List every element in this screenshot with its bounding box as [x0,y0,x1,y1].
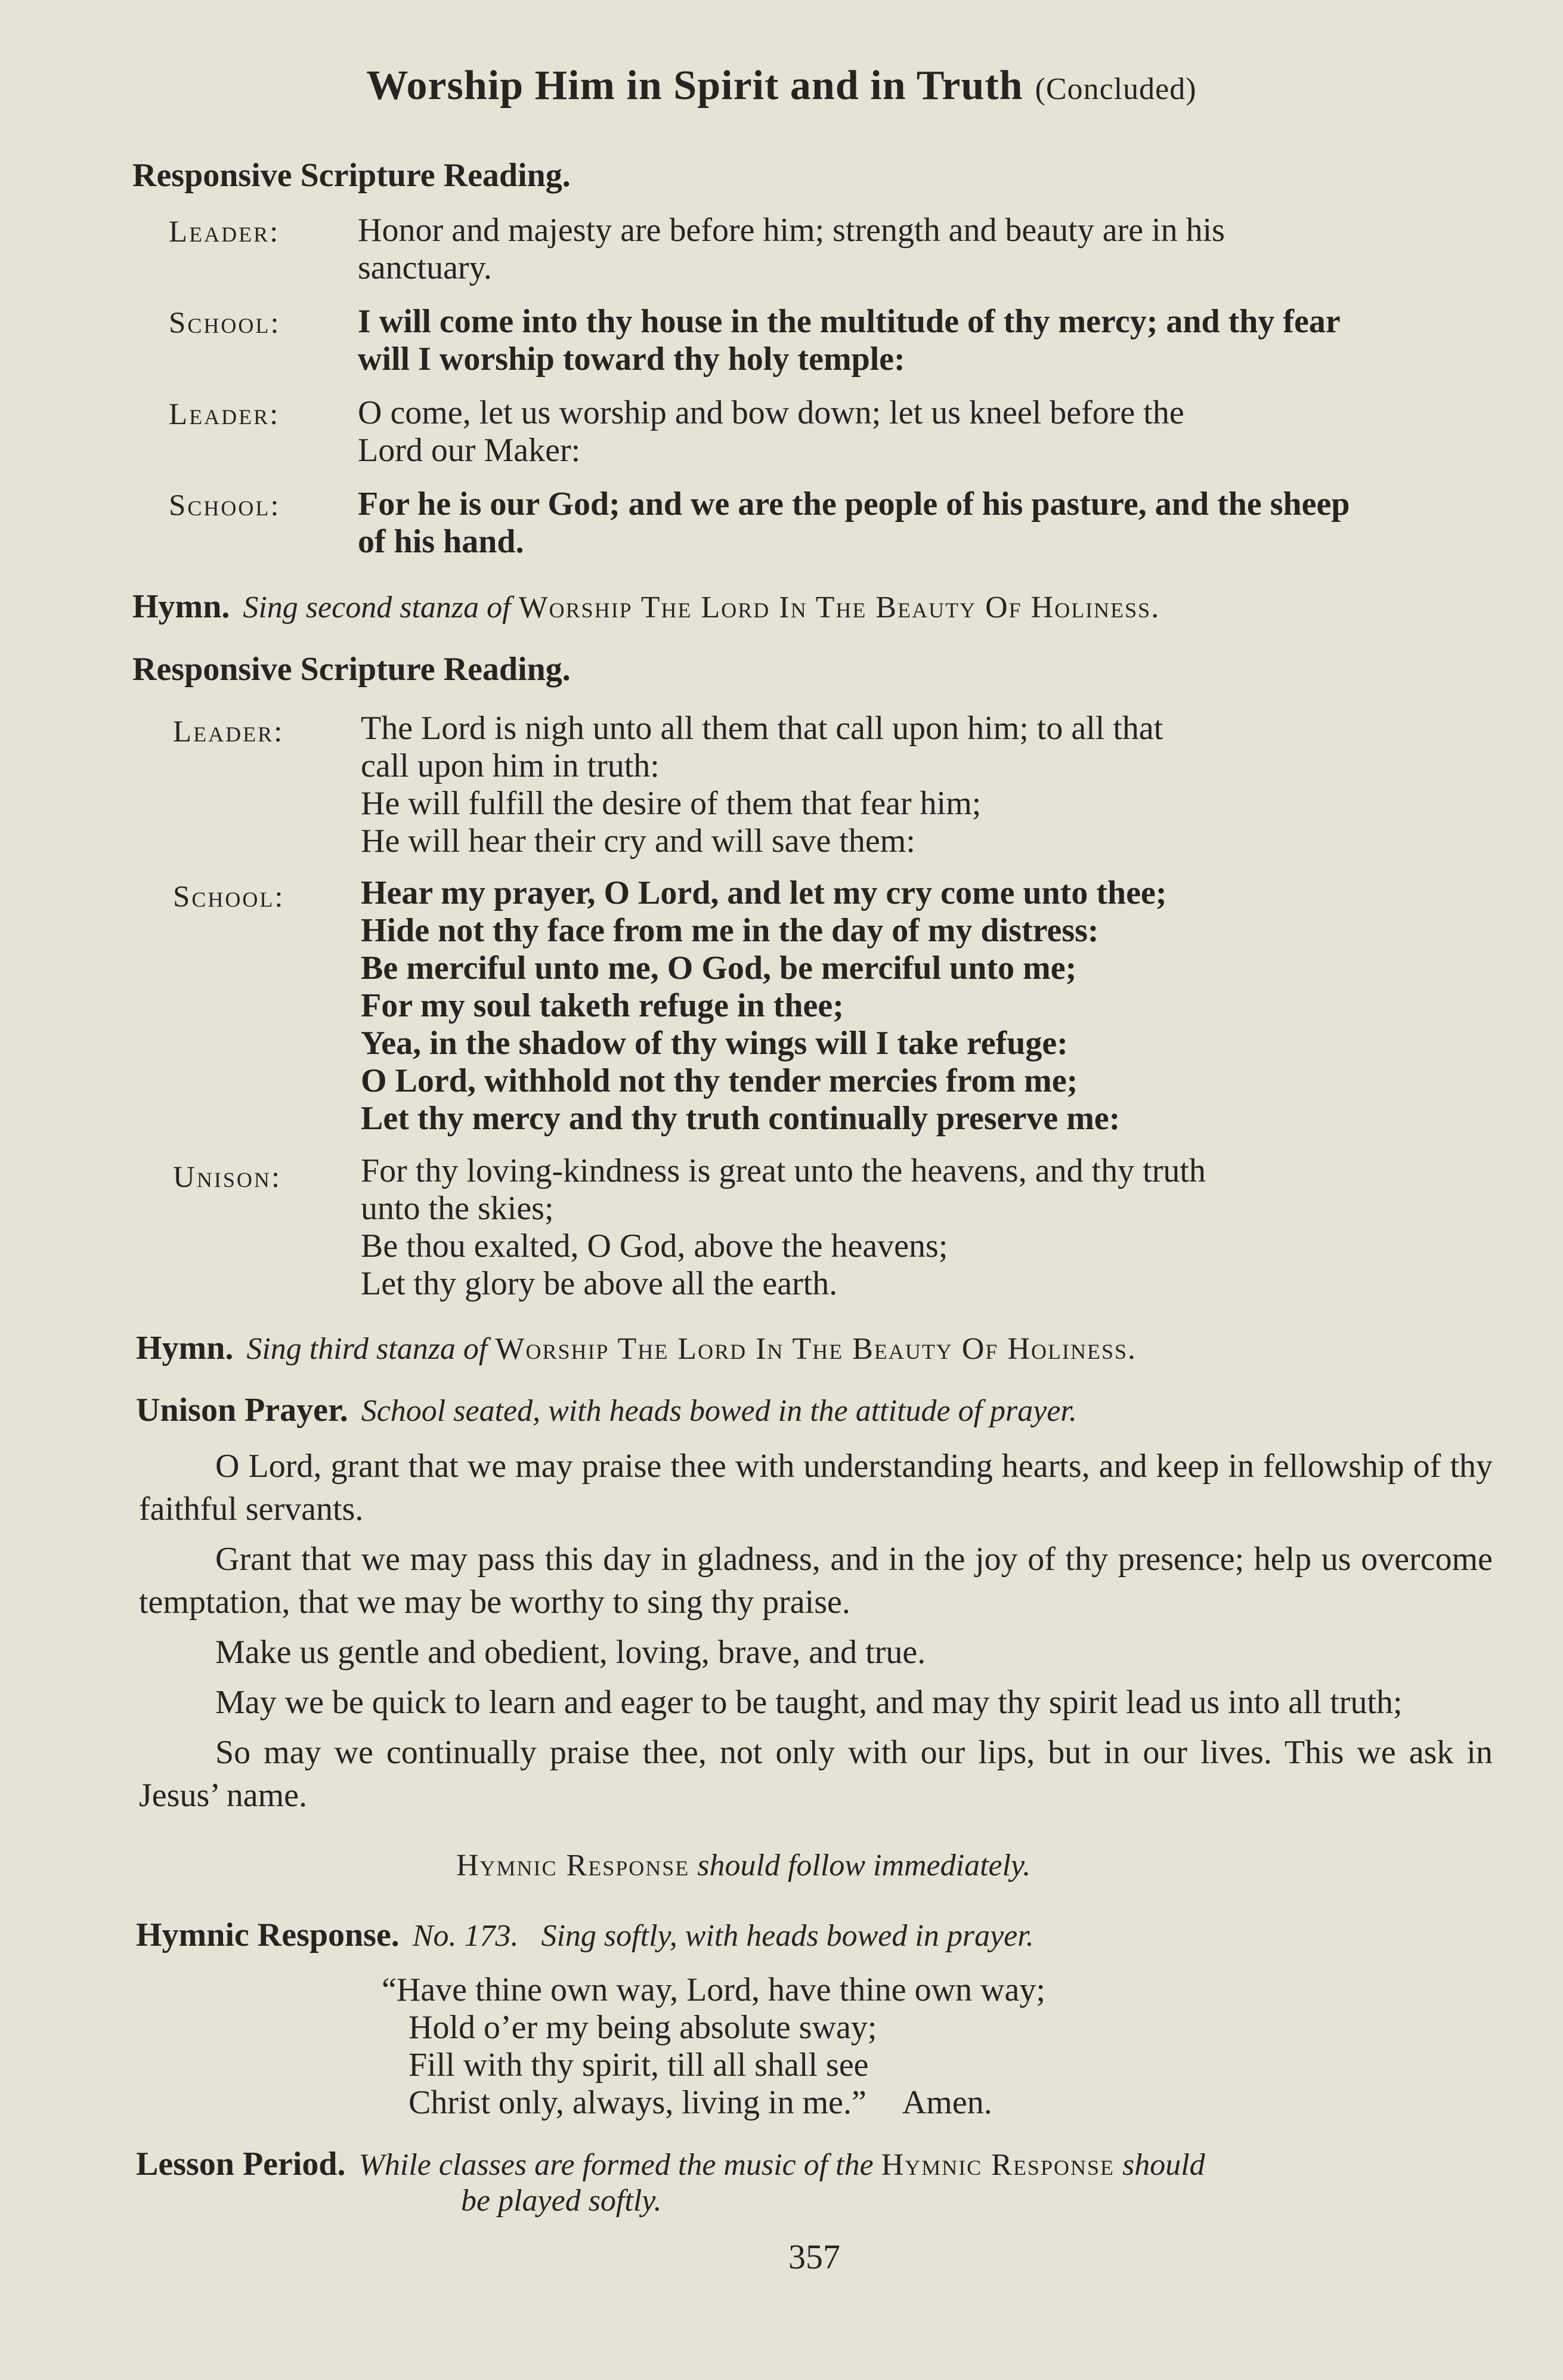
prayer-paragraph: May we be quick to learn and eager to be taught, and may thy spirit lead us into all truth; [215,1684,1403,1721]
role-label: Leader: [169,215,280,249]
role-label: Unison: [173,1161,282,1194]
lesson-text: While classes are formed the music of the [358,2148,874,2182]
hymn-heading: Hymn. [132,588,230,625]
text-line: For my soul taketh refuge in thee; [361,987,844,1024]
text-line: Let thy glory be above all the earth. [361,1265,838,1302]
reading-text [358,486,1350,561]
text-line: He will fulfill the desire of them that fear him; [361,785,982,822]
amen-text: Amen. [902,2084,992,2121]
role-label: School: [169,489,281,523]
title-suffix: (Concluded) [1035,72,1197,106]
reading-text [361,710,1163,860]
note-text: should follow immediately. [697,1849,1031,1883]
reading-text [361,1152,1206,1303]
hymn-line [136,1329,1137,1367]
section-heading: Responsive Scripture Reading. [132,157,571,194]
text-line: unto the skies; [361,1190,554,1227]
lesson-hymnic-response: Hymnic Response [881,2148,1115,2182]
text-line: O Lord, withhold not thy tender mercies from me; [361,1062,1078,1099]
lesson-text: should [1122,2148,1205,2182]
prayer-instruction: School seated, with heads bowed in the attitude of prayer. [361,1394,1077,1428]
hymn-instruction: Sing second stanza of [243,591,511,625]
text-line: call upon him in truth: [361,747,660,784]
hymnic-response-heading: Hymnic Response. [136,1917,400,1954]
prayer-paragraph: Make us gentle and obedient, loving, brave, and true. [215,1634,926,1671]
hymn-verse [382,1971,1045,2122]
hymnic-response-header [136,1916,1034,1954]
reading-text [358,212,1225,287]
text-line: Hear my prayer, O Lord, and let my cry come unto thee; [361,874,1167,911]
lesson-period [136,2146,1205,2219]
verse-line: Fill with thy spirit, till all shall see [408,2047,869,2084]
text-line: For he is our God; and we are the people of his pasture, and the sheep [358,486,1350,523]
role-label: Leader: [169,398,280,431]
prayer-heading: Unison Prayer. [136,1392,348,1429]
text-line: Let thy mercy and thy truth continually preserve me: [361,1100,1121,1137]
prayer-body [139,1445,1493,1817]
reading-text [361,874,1167,1138]
reading-text [358,303,1341,378]
hymn-instruction: Sing third stanza of [246,1332,488,1366]
page-title [0,62,1563,110]
title-text: Worship Him in Spirit and in Truth [366,63,1023,109]
text-line: I will come into thy house in the multitude of thy mercy; and thy fear [358,303,1341,340]
prayer-paragraph: O Lord, grant that we may praise thee with understanding hearts, and keep in fellowship of thy faithful servants. [139,1448,1493,1528]
hymn-heading: Hymn. [136,1330,234,1367]
hymn-line [132,588,1160,626]
text-line: sanctuary. [358,249,492,286]
text-line: will I worship toward thy holy temple: [358,341,905,378]
text-line: He will hear their cry and will save them: [361,823,915,860]
prayer-note [456,1848,1030,1883]
text-line: Be merciful unto me, O God, be merciful unto me; [361,950,1077,987]
hymn-title: Worship The Lord In The Beauty Of Holiness. [495,1332,1137,1366]
prayer-paragraph: So may we continually praise thee, not only with our lips, but in our lives. This we ask in Jesus’ name. [139,1734,1493,1814]
text-line: Lord our Maker: [358,432,581,469]
prayer-header [136,1391,1077,1429]
verse-line: “Have thine own way, Lord, have thine own way; [382,1971,1045,2008]
reading-text [358,394,1184,469]
text-line: Honor and majesty are before him; strength and beauty are in his [358,212,1225,249]
lesson-heading: Lesson Period. [136,2146,346,2183]
lesson-text: be played softly. [461,2184,662,2218]
hymn-title: Worship The Lord In The Beauty Of Holiness. [518,591,1160,625]
text-line: The Lord is nigh unto all them that call upon him; to all that [361,710,1163,747]
text-line: O come, let us worship and bow down; let us kneel before the [358,394,1184,431]
hymn-number: No. 173. [412,1919,519,1953]
prayer-paragraph: Grant that we may pass this day in gladness, and in the joy of thy presence; help us overcome temptation, that we may be worthy to sing thy praise. [139,1541,1493,1621]
verse-line: Hold o’er my being absolute sway; [408,2009,877,2046]
page-number: 357 [788,2237,840,2276]
text-line: Be thou exalted, O God, above the heavens; [361,1228,948,1265]
note-hymnic-response: Hymnic Response [456,1849,690,1883]
section-heading: Responsive Scripture Reading. [132,651,571,688]
role-label: School: [173,880,285,914]
verse-line: Christ only, always, living in me.” [408,2084,866,2121]
text-line: of his hand. [358,523,524,560]
text-line: Yea, in the shadow of thy wings will I take refuge: [361,1025,1068,1062]
text-line: For thy loving-kindness is great unto the heavens, and thy truth [361,1152,1206,1189]
role-label: Leader: [173,715,284,749]
text-line: Hide not thy face from me in the day of my distress: [361,912,1099,949]
role-label: School: [169,307,281,340]
hymnic-response-instruction: Sing softly, with heads bowed in prayer. [541,1919,1034,1953]
